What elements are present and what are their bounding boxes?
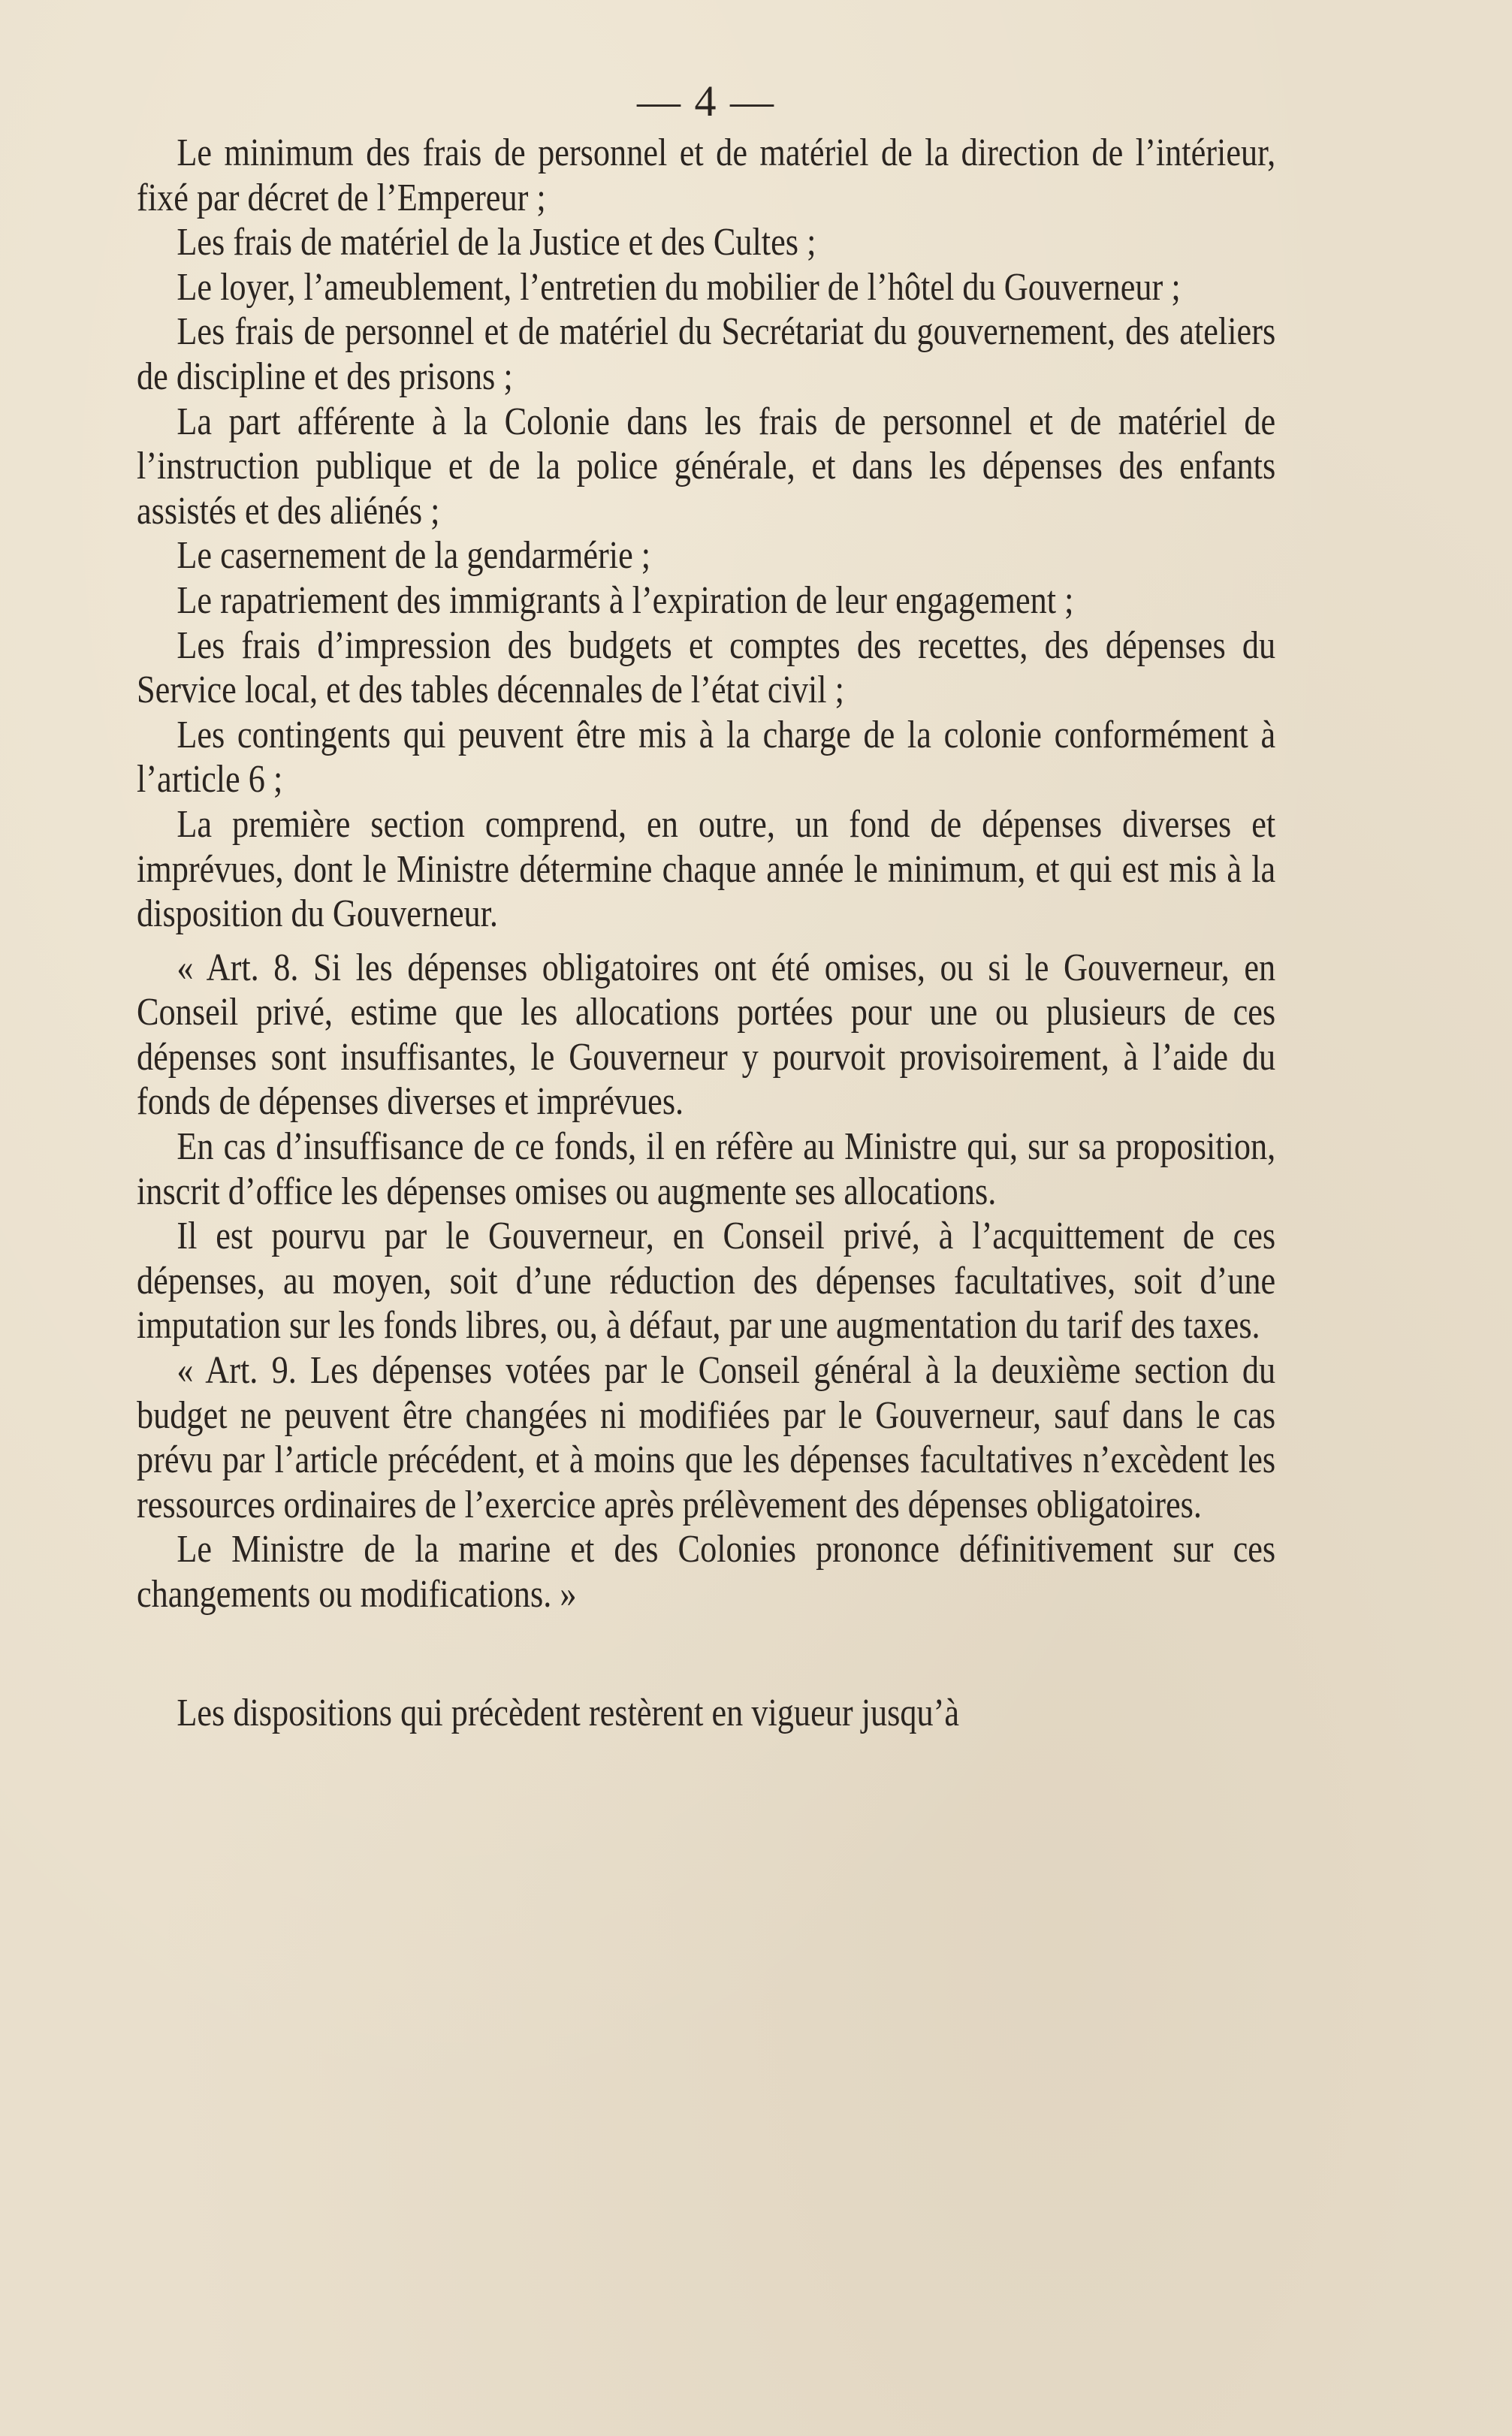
paragraph-part-afferente: La part afférente à la Colonie dans les frais de personnel et de matériel de l’instruction publique et de la police générale, et dans les dépenses des enfants assistés et des aliénés ; (137, 400, 1276, 533)
document-page (137, 75, 1275, 1735)
body-text (137, 131, 1275, 1735)
paragraph-dispositions: Les dispositions qui précèdent restèrent en vigueur jusqu’à (177, 1691, 960, 1734)
paragraph-article-9: « Art. 9. Les dépenses votées par le Conseil général à la deuxième section du budget ne peuvent être changées ni modifiées par le Gouverneur, sauf dans le cas prévu par l’article précédent, et à moins que les dépenses facultatives n’excèdent les ressources ordinaires de l’exercice après prélèvement des dépenses obligatoires. (137, 1349, 1276, 1526)
paragraph-justice-cultes: Les frais de matériel de la Justice et des Cultes ; (177, 221, 816, 264)
page-number: — 4 — (637, 77, 775, 125)
paragraph-ministre-marine: Le Ministre de la marine et des Colonies prononce définitivement sur ces changements ou modifications. » (137, 1528, 1276, 1616)
paragraph-acquittement: Il est pourvu par le Gouverneur, en Conseil privé, à l’acquittement de ces dépenses, au moyen, soit d’une réduction des dépenses facultatives, soit d’une imputation sur les fonds libres, ou, à défaut, par une augmentation du tarif des taxes. (137, 1215, 1276, 1348)
paragraph-hotel-gouverneur: Le loyer, l’ameublement, l’entretien du mobilier de l’hôtel du Gouverneur ; (177, 265, 1181, 309)
paragraph-secretariat: Les frais de personnel et de matériel du Secrétariat du gouvernement, des ateliers de discipline et des prisons ; (137, 310, 1276, 398)
paragraph-insuffisance: En cas d’insuffisance de ce fonds, il en réfère au Ministre qui, sur sa proposition, inscrit d’office les dépenses omises ou augmente ses allocations. (137, 1125, 1276, 1213)
paragraph-direction-interieur: Le minimum des frais de personnel et de matériel de la direction de l’intérieur, fixé par décret de l’Empereur ; (137, 131, 1276, 219)
paragraph-contingents: Les contingents qui peuvent être mis à la charge de la colonie conformément à l’article 6 ; (137, 713, 1276, 801)
paragraph-frais-impression: Les frais d’impression des budgets et comptes des recettes, des dépenses du Service local, et des tables décennales de l’état civil ; (137, 623, 1276, 712)
paragraph-premiere-section: La première section comprend, en outre, un fond de dépenses diverses et imprévues, dont le Ministre détermine chaque année le minimum, et qui est mis à la disposition du Gouverneur. (137, 802, 1276, 936)
paragraph-article-8: « Art. 8. Si les dépenses obligatoires ont été omises, ou si le Gouverneur, en Conseil privé, estime que les allocations portées pour une ou plusieurs de ces dépenses sont insuffisantes, le Gouverneur y pourvoit provisoirement, à l’aide du fonds de dépenses diverses et imprévues. (137, 946, 1276, 1124)
paragraph-casernement: Le casernement de la gendarmérie ; (177, 534, 651, 578)
paragraph-rapatriement: Le rapatriement des immigrants à l’expiration de leur engagement ; (177, 578, 1074, 622)
